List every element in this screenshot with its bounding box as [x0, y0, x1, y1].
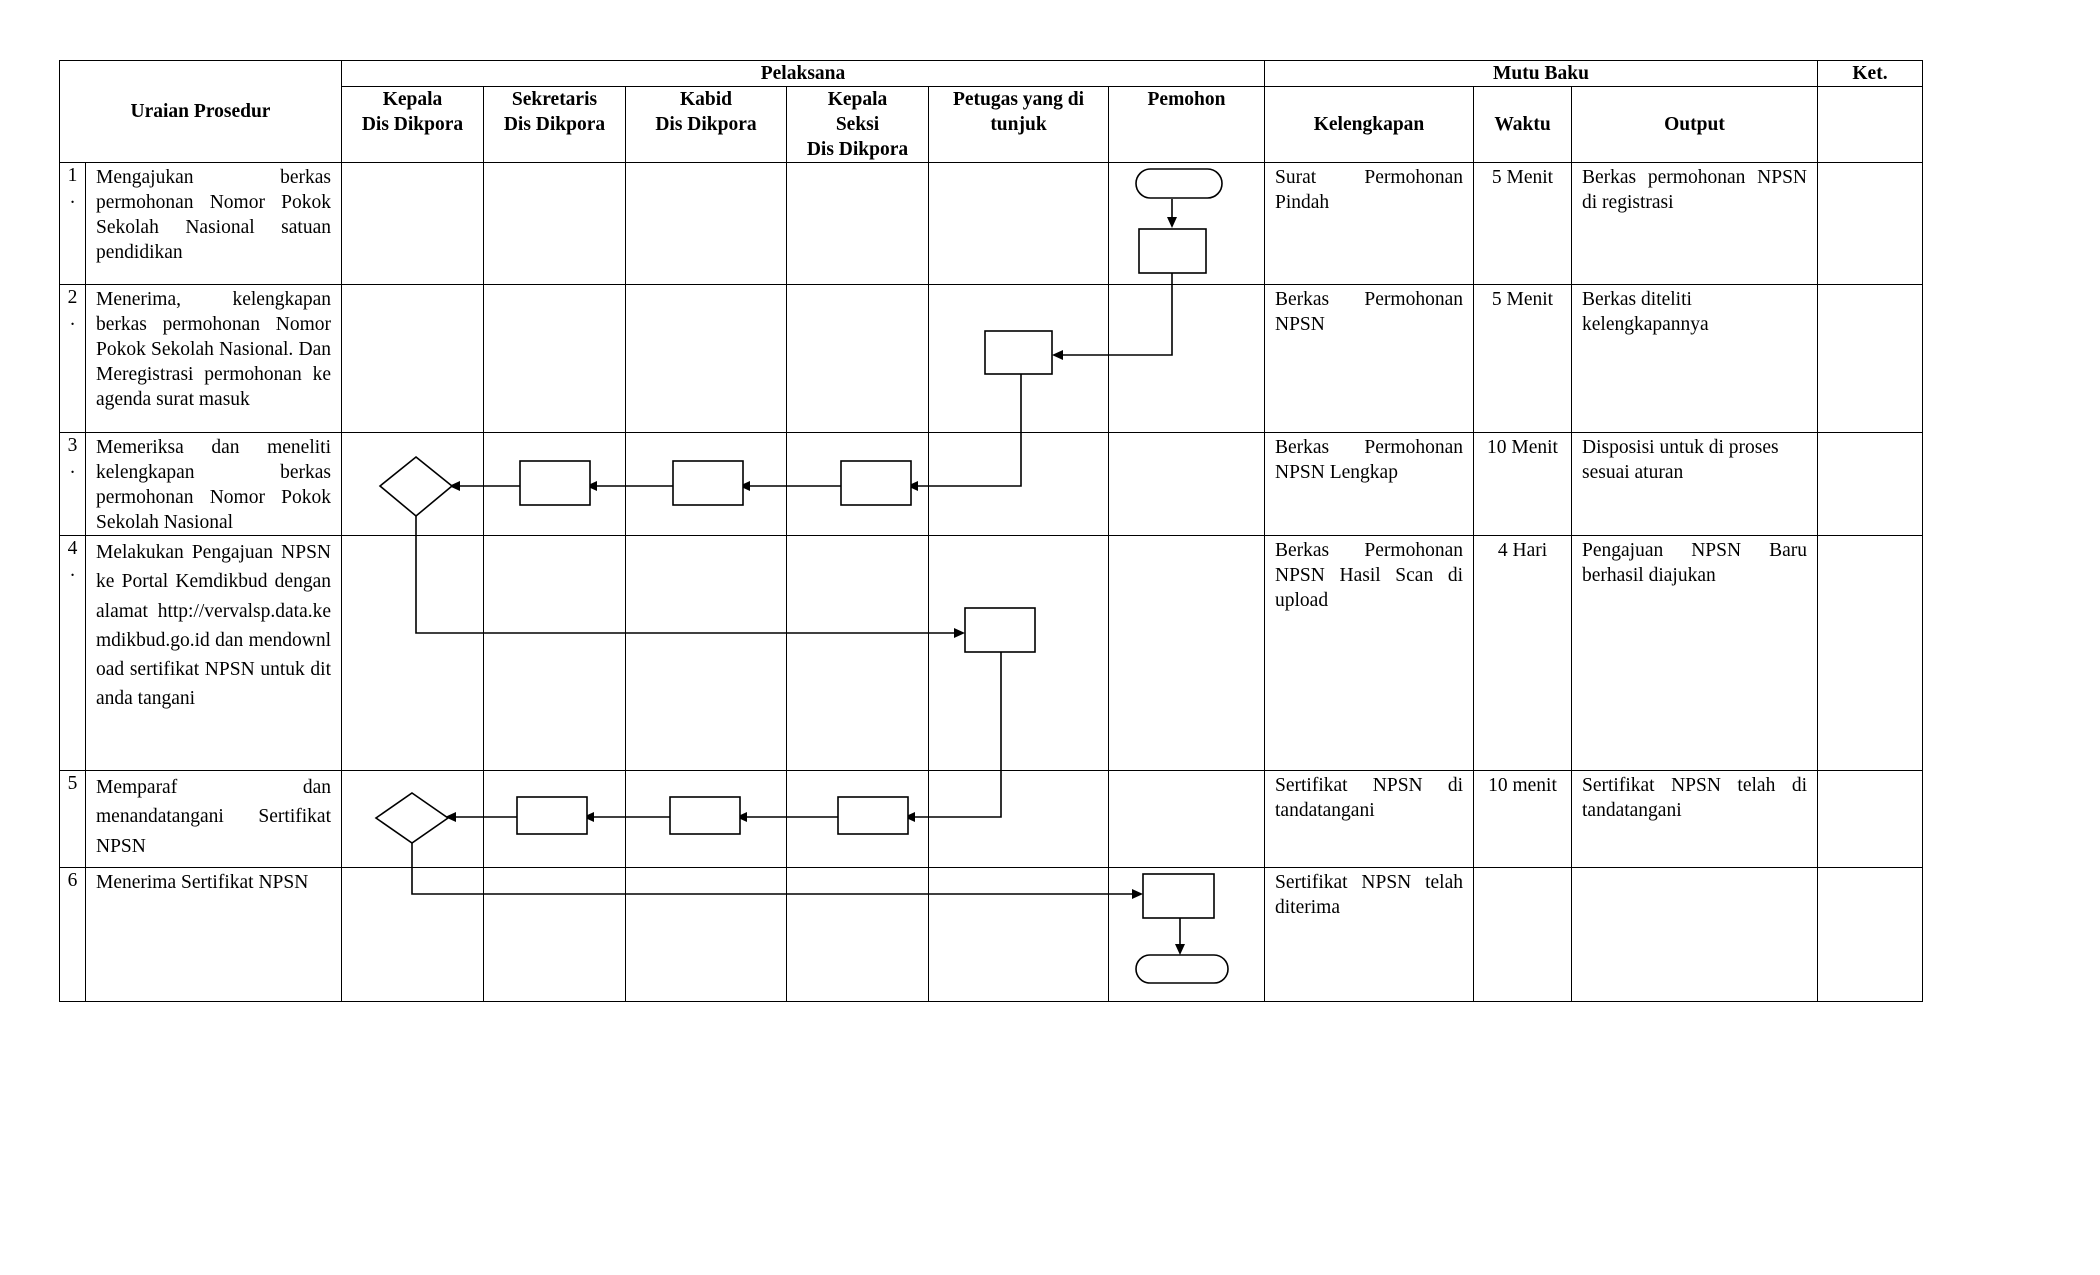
procedure-row-4 — [60, 536, 1923, 771]
uraian-cell: Menerima Sertifikat NPSN — [86, 868, 342, 1002]
waktu-cell: 10 Menit — [1474, 433, 1572, 536]
output-cell — [1572, 868, 1818, 1002]
row-number: 3 . — [60, 433, 86, 536]
sop-table — [59, 60, 1923, 1002]
actor-header-kepala-dinas: Kepala Dis Dikpora — [342, 87, 484, 163]
kelengkapan-cell: Berkas Permohonan NPSN Hasil Scan di upload — [1265, 536, 1474, 771]
header-row-top — [60, 61, 1923, 87]
kelengkapan-cell: Berkas Permohonan NPSN — [1265, 285, 1474, 433]
mutu-baku-header: Mutu Baku — [1265, 61, 1818, 87]
uraian-cell: Mengajukan berkas permohonan Nomor Pokok Sekolah Nasional satuan pendidikan — [86, 163, 342, 285]
actor-header-kepala-seksi: Kepala Seksi Dis Dikpora — [787, 87, 929, 163]
ket-cell — [1818, 433, 1923, 536]
ket-subheader-blank — [1818, 87, 1923, 163]
output-cell: Berkas diteliti kelengkapannya — [1572, 285, 1818, 433]
actor-header-kabid: Kabid Dis Dikpora — [626, 87, 787, 163]
ket-cell — [1818, 285, 1923, 433]
uraian-cell: Menerima, kelengkapan berkas permohonan Nomor Pokok Sekolah Nasional. Dan Meregistrasi permohonan ke agenda surat masuk — [86, 285, 342, 433]
ket-cell — [1818, 868, 1923, 1002]
uraian-prosedur-header: Uraian Prosedur — [60, 61, 342, 163]
actor-header-petugas: Petugas yang di tunjuk — [929, 87, 1109, 163]
procedure-row-3 — [60, 433, 1923, 536]
ket-cell — [1818, 163, 1923, 285]
ket-cell — [1818, 771, 1923, 868]
row-number: 5 — [60, 771, 86, 868]
row-number: 6 — [60, 868, 86, 1002]
kelengkapan-cell: Sertifikat NPSN telah diterima — [1265, 868, 1474, 1002]
procedure-row-6 — [60, 868, 1923, 1002]
waktu-header: Waktu — [1474, 87, 1572, 163]
row-number: 1 . — [60, 163, 86, 285]
ket-cell — [1818, 536, 1923, 771]
waktu-cell — [1474, 868, 1572, 1002]
output-cell: Berkas permohonan NPSN di registrasi — [1572, 163, 1818, 285]
procedure-row-1 — [60, 163, 1923, 285]
procedure-row-2 — [60, 285, 1923, 433]
output-cell: Pengajuan NPSN Baru berhasil diajukan — [1572, 536, 1818, 771]
kelengkapan-cell: Berkas Permohonan NPSN Lengkap — [1265, 433, 1474, 536]
row-number: 2 . — [60, 285, 86, 433]
waktu-cell: 5 Menit — [1474, 285, 1572, 433]
pelaksana-header: Pelaksana — [342, 61, 1265, 87]
kelengkapan-cell: Sertifikat NPSN di tandatangani — [1265, 771, 1474, 868]
output-cell: Sertifikat NPSN telah di tandatangani — [1572, 771, 1818, 868]
waktu-cell: 4 Hari — [1474, 536, 1572, 771]
kelengkapan-cell: Surat Permohonan Pindah — [1265, 163, 1474, 285]
output-header: Output — [1572, 87, 1818, 163]
actor-header-sekretaris: Sekretaris Dis Dikpora — [484, 87, 626, 163]
uraian-cell: Melakukan Pengajuan NPSN ke Portal Kemdikbud dengan alamat http://vervalsp.data.kemdikbud.go.id dan mendownload sertifikat NPSN untuk ditanda tangani — [86, 536, 342, 771]
actor-header-pemohon: Pemohon — [1109, 87, 1265, 163]
uraian-cell: Memparaf dan menandatangani Sertifikat NPSN — [86, 771, 342, 868]
procedure-row-5 — [60, 771, 1923, 868]
uraian-cell: Memeriksa dan meneliti kelengkapan berkas permohonan Nomor Pokok Sekolah Nasional — [86, 433, 342, 536]
waktu-cell: 10 menit — [1474, 771, 1572, 868]
kelengkapan-header: Kelengkapan — [1265, 87, 1474, 163]
waktu-cell: 5 Menit — [1474, 163, 1572, 285]
ket-header: Ket. — [1818, 61, 1923, 87]
row-number: 4 . — [60, 536, 86, 771]
output-cell: Disposisi untuk di proses sesuai aturan — [1572, 433, 1818, 536]
